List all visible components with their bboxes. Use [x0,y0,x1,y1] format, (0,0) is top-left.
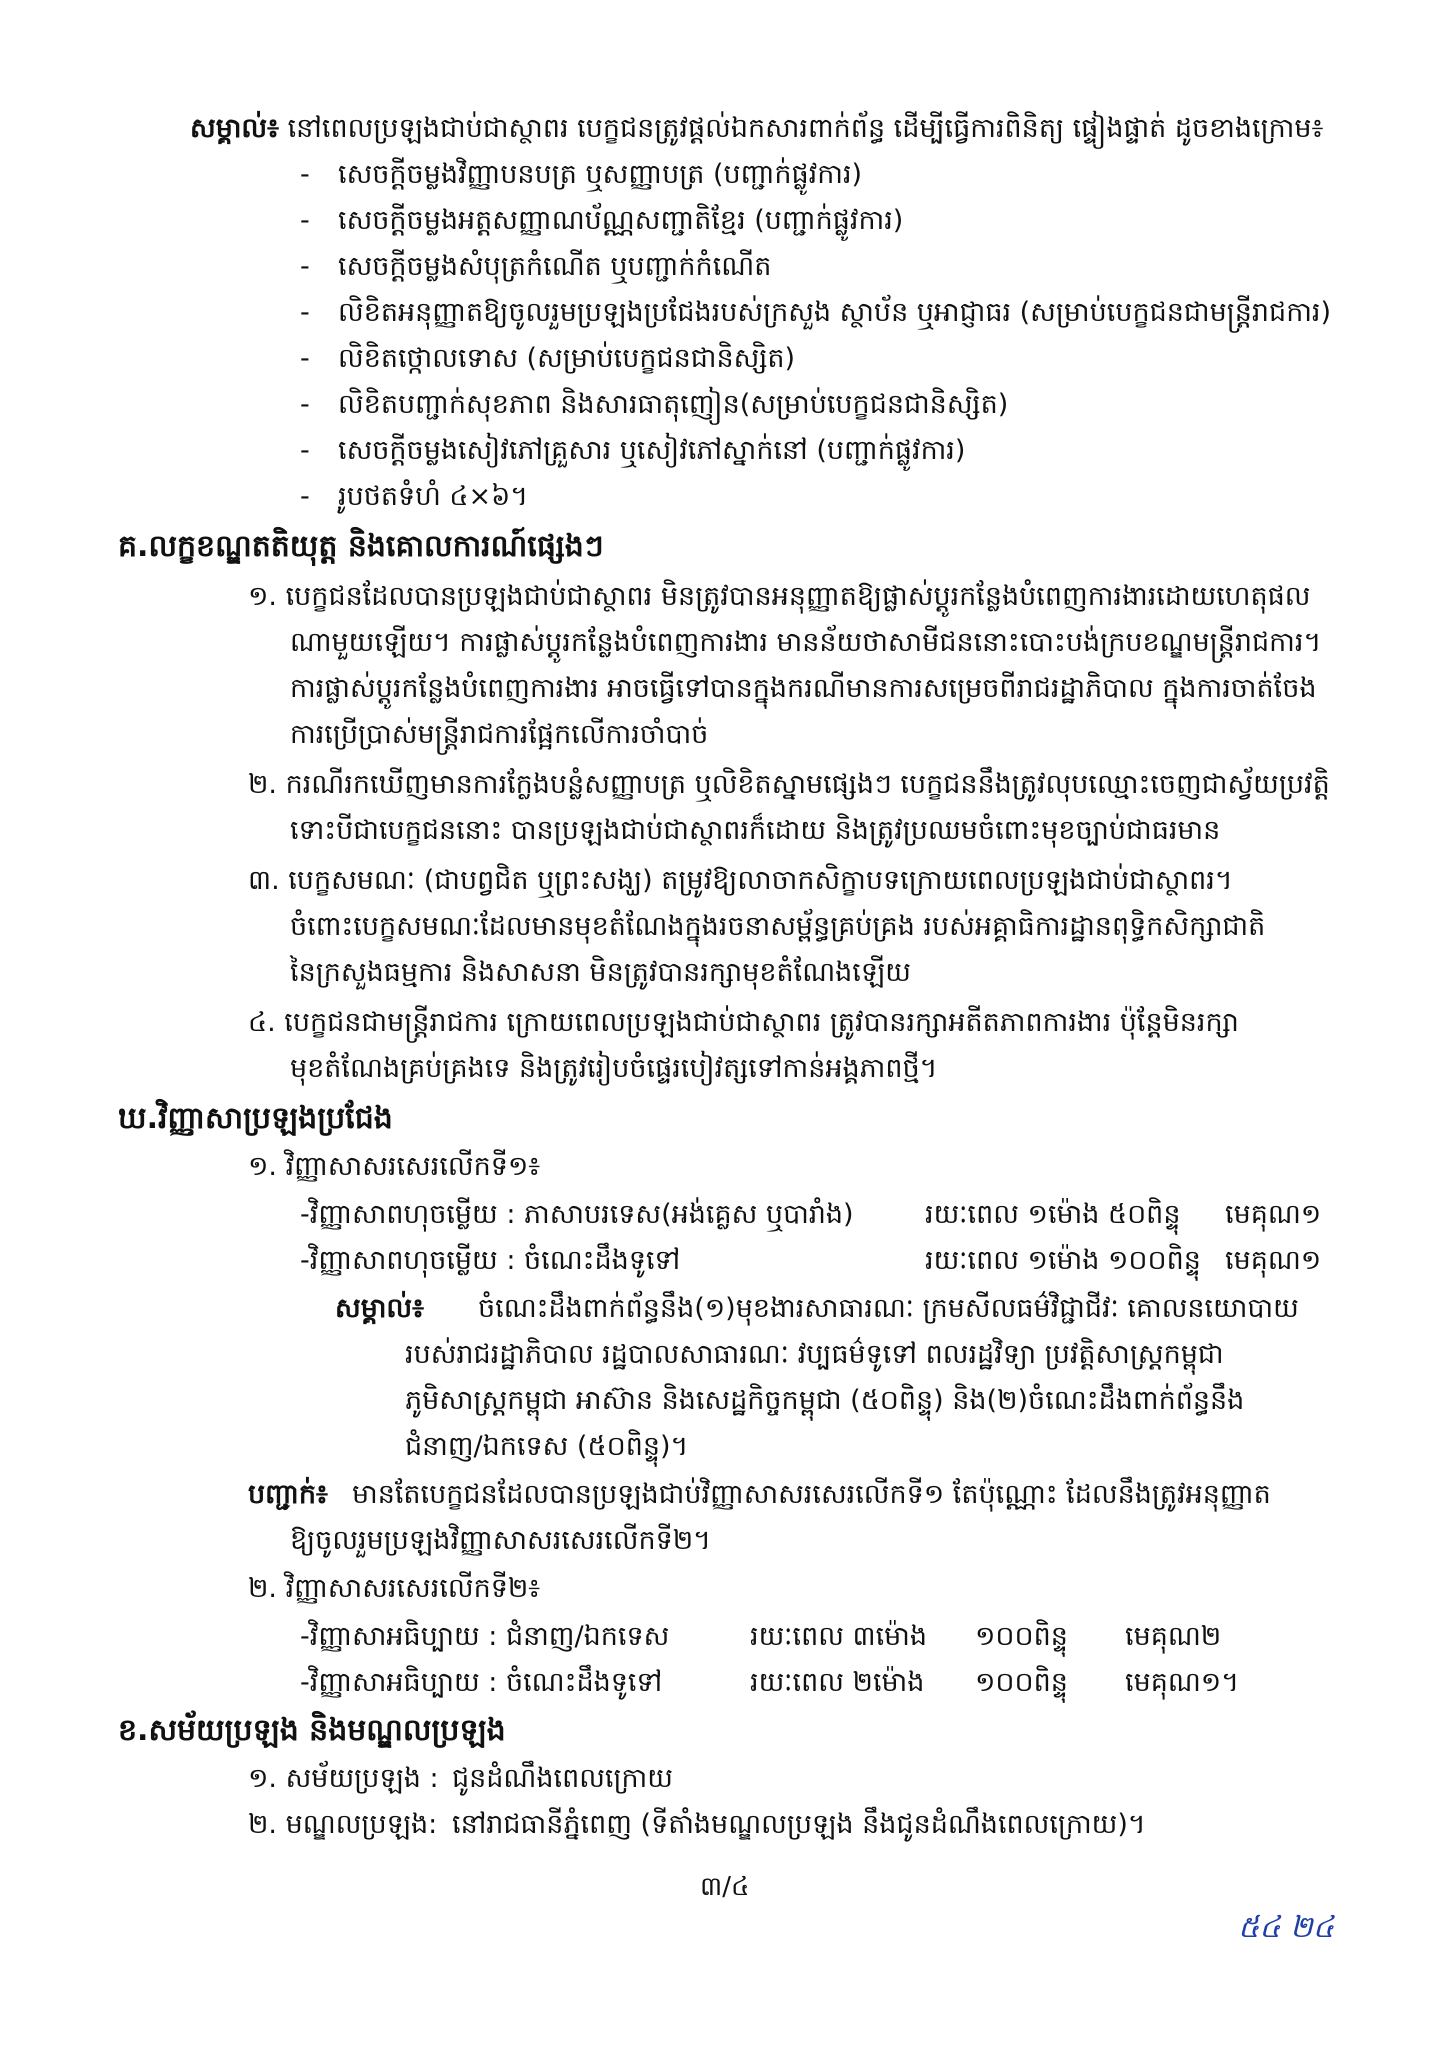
round1-note-line: របស់រាជរដ្ឋាភិបាល រដ្ឋបាលសាធារណៈ វប្បធម៌ទូទៅ ពលរដ្ឋវិទ្យា ប្រវត្តិសាស្ត្រកម្ពុជា [405,1339,1224,1370]
section-c-line: ការផ្លាស់ប្តូរកន្លែងបំពេញការងារ អាចធ្វើទៅបានក្នុងករណីមានការសម្រេចពីរាជរដ្ឋាភិបាល ក្នុងការចាត់ចែង [290,673,1317,704]
round1-subject-row: -វិញ្ញាសាពហុចម្លើយ : ភាសាបរទេស(អង់គ្លេស ឬបារាំង) [300,1199,854,1230]
round1-title: ១. វិញ្ញាសាសរសេរលើកទី១៖ [248,1151,541,1182]
document-item: - លិខិតអនុញ្ញាតឱ្យចូលរួមប្រឡងប្រជែងរបស់ក្រសួង ស្ថាប័ន ឬអាជ្ញាធរ (សម្រាប់បេក្ខជនជាមន្ត្រីរាជការ) [300,297,1332,328]
section-c-heading: គ.លក្ខខណ្ឌតតិយុត្ត និងគោលការណ៍ផ្សេងៗ [118,529,604,564]
exam-date-label: ១. សម័យប្រឡង : [248,1763,439,1794]
exam-center-value: នៅរាជធានីភ្នំពេញ (ទីតាំងមណ្ឌលប្រឡង នឹងជូនដំណឹងពេលក្រោយ)។ [452,1809,1146,1840]
document-item: - រូបថតទំហំ ៤×៦។ [300,481,529,512]
section-c-line: ការប្រើប្រាស់មន្ត្រីរាជការផ្អែកលើការចាំបាច់ [290,719,709,750]
exam-date-value: ជូនដំណឹងពេលក្រោយ [452,1763,673,1794]
confirm-label: បញ្ជាក់៖ [248,1479,328,1510]
round2-subject-row: -វិញ្ញាសាអធិប្បាយ : ចំណេះដឹងទូទៅ [300,1667,663,1698]
document-item: - សេចក្តីចម្លងសៀវភៅគ្រួសារ ឬសៀវភៅស្នាក់នៅ (បញ្ជាក់ផ្លូវការ) [300,435,966,466]
round2-subject-row: -វិញ្ញាសាអធិប្បាយ : ជំនាញ/ឯកទេស [300,1621,670,1652]
section-c-line: ណាមួយឡើយ។ ការផ្លាស់ប្តូរកន្លែងបំពេញការងារ មានន័យថាសាមីជននោះបោះបង់ក្របខណ្ឌមន្ត្រីរាជការ។ [290,627,1322,658]
round2-duration: រយៈពេល ៣ម៉ោង [750,1621,928,1652]
round1-coef: មេគុណ១ [1225,1199,1322,1230]
round1-note-label: សម្គាល់៖ [335,1293,424,1324]
confirm-line: មានតែបេក្ខជនដែលបានប្រឡងជាប់វិញ្ញាសាសរសេរលើកទី១ តែប៉ុណ្ណោះ ដែលនឹងត្រូវអនុញ្ញាត [352,1479,1271,1510]
document-item: - សេចក្តីចម្លងវិញ្ញាបនបត្រ ឬសញ្ញាបត្រ (បញ្ជាក់ផ្លូវការ) [300,159,863,190]
round2-points: ១០០ពិន្ទុ [975,1621,1068,1652]
note-text: នៅពេលប្រឡងជាប់ជាស្ថាពរ បេក្ខជនត្រូវផ្តល់ឯកសារពាក់ព័ន្ធ ដើម្បីធ្វើការពិនិត្យ ផ្ទៀងផ្ទាត់ ដូចខាងក្រោម៖ [287,113,1324,144]
section-c-line: ចំពោះបេក្ខសមណៈដែលមានមុខតំណែងក្នុងរចនាសម្ព័ន្ធគ្រប់គ្រង របស់អគ្គាធិការដ្ឋានពុទ្ធិកសិក្សាជាតិ [290,911,1266,942]
document-item: - លិខិតបញ្ជាក់សុខភាព និងសារធាតុញៀន(សម្រាប់បេក្ខជនជានិស្សិត) [300,389,1009,420]
round1-duration: រយៈពេល ១ម៉ោង ៥០ពិន្ទុ [925,1199,1181,1230]
round1-duration: រយៈពេល ១ម៉ោង ១០០ពិន្ទុ [925,1245,1201,1276]
section-c-line: ១. បេក្ខជនដែលបានប្រឡងជាប់ជាស្ថាពរ មិនត្រូវបានអនុញ្ញាតឱ្យផ្លាស់ប្តូរកន្លែងបំពេញការងារដោយហេតុផល [248,581,1311,612]
page-number: ៣/៤ [700,1872,750,1902]
confirm-line: ឱ្យចូលរួមប្រឡងវិញ្ញាសាសរសេរលើកទី២។ [290,1525,711,1556]
round2-title: ២. វិញ្ញាសាសរសេរលើកទី២៖ [248,1573,541,1604]
note-intro [190,110,1323,148]
round2-duration: រយៈពេល ២ម៉ោង [750,1667,925,1698]
round1-subject-row: -វិញ្ញាសាពហុចម្លើយ : ចំណេះដឹងទូទៅ [300,1245,681,1276]
note-label: សម្គាល់៖ [190,113,279,144]
section-e-heading: ខ.សម័យប្រឡង និងមណ្ឌលប្រឡង [118,1713,506,1748]
round1-note-line: ភូមិសាស្ត្រកម្ពុជា អាស៊ាន និងសេដ្ឋកិច្ចកម្ពុជា (៥០ពិន្ទុ) និង(២)ចំណេះដឹងពាក់ព័ន្ធនឹង [405,1385,1245,1416]
round2-coef: មេគុណ១។ [1125,1667,1240,1698]
round2-points: ១០០ពិន្ទុ [975,1667,1068,1698]
section-c-line: ៣. បេក្ខសមណៈ (ជាបព្វជិត ឬព្រះសង្ឃ) តម្រូវឱ្យលាចាកសិក្ខាបទក្រោយពេលប្រឡងជាប់ជាស្ថាពរ។ [248,865,1233,896]
section-c-line: មុខតំណែងគ្រប់គ្រងទេ និងត្រូវរៀបចំផ្ទេរបៀវត្សទៅកាន់អង្គភាពថ្មី។ [290,1053,938,1084]
section-d-heading: ឃ.វិញ្ញាសាប្រឡងប្រជែង [118,1101,393,1136]
round1-note-line: ចំណេះដឹងពាក់ព័ន្ធនឹង(១)មុខងារសាធារណៈ ក្រមសីលធម៌វិជ្ជាជីវៈ គោលនយោបាយ [478,1293,1299,1324]
section-c-line: ទោះបីជាបេក្ខជននោះ បានប្រឡងជាប់ជាស្ថាពរក៏ដោយ និងត្រូវប្រឈមចំពោះមុខច្បាប់ជាធរមាន [290,815,1221,846]
document-item: - សេចក្តីចម្លងអត្តសញ្ញាណប័ណ្ណសញ្ជាតិខ្មែរ (បញ្ជាក់ផ្លូវការ) [300,205,904,236]
round1-coef: មេគុណ១ [1225,1245,1322,1276]
section-c-line: ៤. បេក្ខជនជាមន្ត្រីរាជការ ក្រោយពេលប្រឡងជាប់ជាស្ថាពរ ត្រូវបានរក្សាអតីតភាពការងារ ប៉ុន្តែមិនរក្សា [248,1007,1239,1038]
handwritten-mark: ៥៤ ២៤ [1238,1910,1334,1945]
section-c-line: ២. ករណីរកឃើញមានការក្លែងបន្លំសញ្ញាបត្រ ឬលិខិតស្នាមផ្សេងៗ បេក្ខជននឹងត្រូវលុបឈ្មោះចេញជាស្វ័យប្រវត្តិ [248,769,1330,800]
exam-center-label: ២. មណ្ឌលប្រឡង: [248,1809,438,1840]
round1-note-line: ជំនាញ/ឯកទេស (៥០ពិន្ទុ)។ [405,1431,689,1462]
round2-coef: មេគុណ២ [1125,1621,1222,1652]
document-item: - សេចក្តីចម្លងសំបុត្រកំណើត ឬបញ្ជាក់កំណើត [300,251,772,282]
document-item: - លិខិតថ្កោលទោស (សម្រាប់បេក្ខជនជានិស្សិត) [300,343,796,374]
section-c-line: នៃក្រសួងធម្មការ និងសាសនា មិនត្រូវបានរក្សាមុខតំណែងឡើយ [290,957,911,988]
